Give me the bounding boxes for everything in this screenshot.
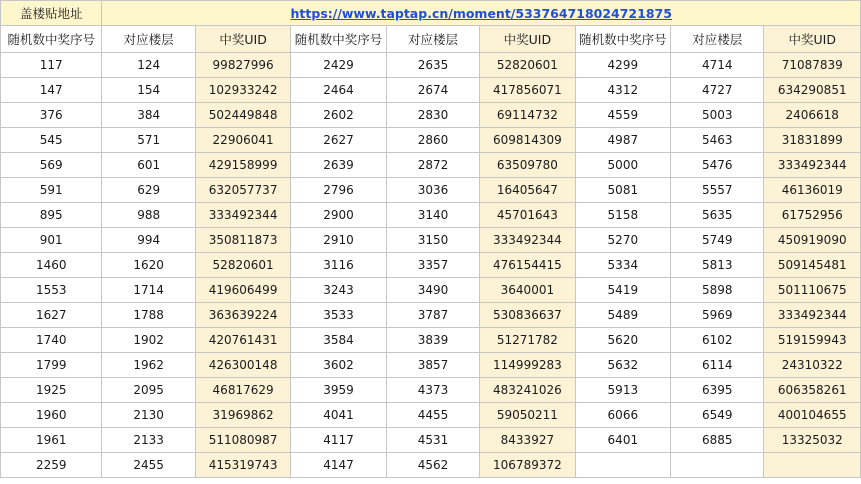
cell-uid: 22906041: [195, 128, 290, 153]
cell-index: 2627: [291, 128, 386, 153]
cell-uid: 24310322: [764, 353, 861, 378]
cell-uid: 3640001: [480, 278, 575, 303]
header-floor: 对应楼层: [102, 26, 195, 53]
cell-index: 2602: [291, 103, 386, 128]
cell-index: 3602: [291, 353, 386, 378]
cell-uid: 61752956: [764, 203, 861, 228]
cell-index: 901: [1, 228, 102, 253]
cell-floor: 4562: [386, 453, 479, 478]
cell-index: 2259: [1, 453, 102, 478]
cell-uid: 99827996: [195, 53, 290, 78]
cell-index: 895: [1, 203, 102, 228]
cell-uid: 632057737: [195, 178, 290, 203]
cell-floor: 5463: [671, 128, 764, 153]
cell-floor: 601: [102, 153, 195, 178]
cell-uid: 106789372: [480, 453, 575, 478]
cell-uid: 419606499: [195, 278, 290, 303]
cell-index: [575, 453, 670, 478]
cell-index: 6401: [575, 428, 670, 453]
cell-floor: 3150: [386, 228, 479, 253]
cell-uid: 609814309: [480, 128, 575, 153]
cell-index: 1961: [1, 428, 102, 453]
cell-floor: 4531: [386, 428, 479, 453]
cell-floor: [671, 453, 764, 478]
cell-uid: 31969862: [195, 403, 290, 428]
cell-index: 545: [1, 128, 102, 153]
cell-floor: 2635: [386, 53, 479, 78]
cell-floor: 629: [102, 178, 195, 203]
cell-index: 2900: [291, 203, 386, 228]
cell-uid: 46136019: [764, 178, 861, 203]
cell-uid: 400104655: [764, 403, 861, 428]
cell-floor: 1788: [102, 303, 195, 328]
cell-floor: 2860: [386, 128, 479, 153]
cell-floor: 3140: [386, 203, 479, 228]
header-uid: 中奖UID: [764, 26, 861, 53]
cell-uid: 31831899: [764, 128, 861, 153]
cell-uid: 450919090: [764, 228, 861, 253]
cell-uid: 69114732: [480, 103, 575, 128]
cell-index: 5081: [575, 178, 670, 203]
cell-index: 1553: [1, 278, 102, 303]
cell-index: 5419: [575, 278, 670, 303]
cell-index: 4117: [291, 428, 386, 453]
cell-floor: 5003: [671, 103, 764, 128]
cell-uid: 420761431: [195, 328, 290, 353]
address-label: 盖楼贴地址: [1, 1, 102, 26]
cell-floor: 994: [102, 228, 195, 253]
table-row: [1, 378, 861, 403]
cell-index: 1960: [1, 403, 102, 428]
table-row: [1, 78, 861, 103]
cell-floor: 1620: [102, 253, 195, 278]
cell-floor: 3787: [386, 303, 479, 328]
cell-floor: 1714: [102, 278, 195, 303]
cell-index: 5334: [575, 253, 670, 278]
cell-index: 2464: [291, 78, 386, 103]
cell-floor: 3036: [386, 178, 479, 203]
cell-uid: 333492344: [764, 303, 861, 328]
cell-floor: 6114: [671, 353, 764, 378]
cell-uid: 52820601: [195, 253, 290, 278]
cell-floor: 6102: [671, 328, 764, 353]
cell-index: 376: [1, 103, 102, 128]
cell-floor: 4455: [386, 403, 479, 428]
cell-uid: 476154415: [480, 253, 575, 278]
cell-index: 5270: [575, 228, 670, 253]
cell-floor: 384: [102, 103, 195, 128]
cell-index: 117: [1, 53, 102, 78]
cell-index: 591: [1, 178, 102, 203]
header-floor: 对应楼层: [386, 26, 479, 53]
cell-floor: 6885: [671, 428, 764, 453]
address-row: [1, 1, 861, 26]
cell-uid: [764, 453, 861, 478]
table-row: [1, 428, 861, 453]
cell-index: 2796: [291, 178, 386, 203]
cell-uid: 417856071: [480, 78, 575, 103]
table-row: [1, 253, 861, 278]
cell-floor: 6549: [671, 403, 764, 428]
cell-floor: 5898: [671, 278, 764, 303]
cell-floor: 4714: [671, 53, 764, 78]
cell-uid: 45701643: [480, 203, 575, 228]
cell-floor: 3839: [386, 328, 479, 353]
cell-floor: 2872: [386, 153, 479, 178]
cell-uid: 511080987: [195, 428, 290, 453]
cell-index: 3959: [291, 378, 386, 403]
cell-floor: 124: [102, 53, 195, 78]
cell-floor: 5635: [671, 203, 764, 228]
cell-uid: 519159943: [764, 328, 861, 353]
cell-index: 5620: [575, 328, 670, 353]
header-index: 随机数中奖序号: [1, 26, 102, 53]
table-row: [1, 328, 861, 353]
cell-uid: 71087839: [764, 53, 861, 78]
table-row: [1, 278, 861, 303]
cell-uid: 606358261: [764, 378, 861, 403]
cell-index: 6066: [575, 403, 670, 428]
cell-index: 4987: [575, 128, 670, 153]
cell-uid: 363639224: [195, 303, 290, 328]
table-row: [1, 453, 861, 478]
cell-floor: 5476: [671, 153, 764, 178]
header-index: 随机数中奖序号: [575, 26, 670, 53]
cell-floor: 154: [102, 78, 195, 103]
cell-uid: 46817629: [195, 378, 290, 403]
cell-uid: 51271782: [480, 328, 575, 353]
cell-uid: 2406618: [764, 103, 861, 128]
table-row: [1, 178, 861, 203]
table-row: [1, 153, 861, 178]
table-row: [1, 303, 861, 328]
cell-uid: 333492344: [764, 153, 861, 178]
cell-floor: 3490: [386, 278, 479, 303]
header-uid: 中奖UID: [195, 26, 290, 53]
cell-index: 1925: [1, 378, 102, 403]
table-row: [1, 203, 861, 228]
cell-uid: 52820601: [480, 53, 575, 78]
cell-uid: 501110675: [764, 278, 861, 303]
cell-uid: 509145481: [764, 253, 861, 278]
cell-index: 569: [1, 153, 102, 178]
address-link-cell: [102, 1, 861, 26]
cell-index: 5158: [575, 203, 670, 228]
cell-index: 147: [1, 78, 102, 103]
table-row: [1, 228, 861, 253]
table-row: [1, 53, 861, 78]
cell-floor: 2130: [102, 403, 195, 428]
cell-index: 5913: [575, 378, 670, 403]
cell-floor: 5557: [671, 178, 764, 203]
cell-index: 4559: [575, 103, 670, 128]
cell-floor: 4727: [671, 78, 764, 103]
cell-uid: 426300148: [195, 353, 290, 378]
header-row: [1, 26, 861, 53]
cell-uid: 415319743: [195, 453, 290, 478]
table-row: [1, 403, 861, 428]
cell-floor: 2674: [386, 78, 479, 103]
cell-index: 3584: [291, 328, 386, 353]
cell-index: 1799: [1, 353, 102, 378]
cell-uid: 483241026: [480, 378, 575, 403]
cell-floor: 988: [102, 203, 195, 228]
cell-floor: 5813: [671, 253, 764, 278]
cell-floor: 2133: [102, 428, 195, 453]
cell-floor: 5969: [671, 303, 764, 328]
cell-uid: 102933242: [195, 78, 290, 103]
cell-uid: 16405647: [480, 178, 575, 203]
cell-floor: 571: [102, 128, 195, 153]
cell-index: 4312: [575, 78, 670, 103]
cell-index: 1627: [1, 303, 102, 328]
cell-uid: 502449848: [195, 103, 290, 128]
cell-index: 3533: [291, 303, 386, 328]
cell-index: 2910: [291, 228, 386, 253]
cell-uid: 114999283: [480, 353, 575, 378]
cell-index: 3116: [291, 253, 386, 278]
header-floor: 对应楼层: [671, 26, 764, 53]
table-row: [1, 103, 861, 128]
cell-uid: 333492344: [195, 203, 290, 228]
cell-uid: 333492344: [480, 228, 575, 253]
cell-floor: 1902: [102, 328, 195, 353]
cell-uid: 350811873: [195, 228, 290, 253]
cell-index: 2639: [291, 153, 386, 178]
cell-floor: 6395: [671, 378, 764, 403]
cell-uid: 59050211: [480, 403, 575, 428]
cell-index: 4147: [291, 453, 386, 478]
cell-index: 5000: [575, 153, 670, 178]
cell-index: 4299: [575, 53, 670, 78]
cell-floor: 3357: [386, 253, 479, 278]
cell-uid: 634290851: [764, 78, 861, 103]
header-index: 随机数中奖序号: [291, 26, 386, 53]
cell-floor: 5749: [671, 228, 764, 253]
cell-floor: 2455: [102, 453, 195, 478]
address-link[interactable]: https://www.taptap.cn/moment/533764718024721875: [290, 5, 672, 21]
cell-uid: 429158999: [195, 153, 290, 178]
cell-index: 3243: [291, 278, 386, 303]
cell-index: 1460: [1, 253, 102, 278]
cell-floor: 3857: [386, 353, 479, 378]
cell-floor: 2830: [386, 103, 479, 128]
cell-index: 4041: [291, 403, 386, 428]
cell-uid: 530836637: [480, 303, 575, 328]
cell-index: 2429: [291, 53, 386, 78]
cell-index: 5632: [575, 353, 670, 378]
cell-uid: 63509780: [480, 153, 575, 178]
cell-index: 1740: [1, 328, 102, 353]
cell-floor: 4373: [386, 378, 479, 403]
header-uid: 中奖UID: [480, 26, 575, 53]
cell-floor: 1962: [102, 353, 195, 378]
cell-floor: 2095: [102, 378, 195, 403]
cell-index: 5489: [575, 303, 670, 328]
table-row: [1, 353, 861, 378]
table-row: [1, 128, 861, 153]
cell-uid: 8433927: [480, 428, 575, 453]
cell-uid: 13325032: [764, 428, 861, 453]
